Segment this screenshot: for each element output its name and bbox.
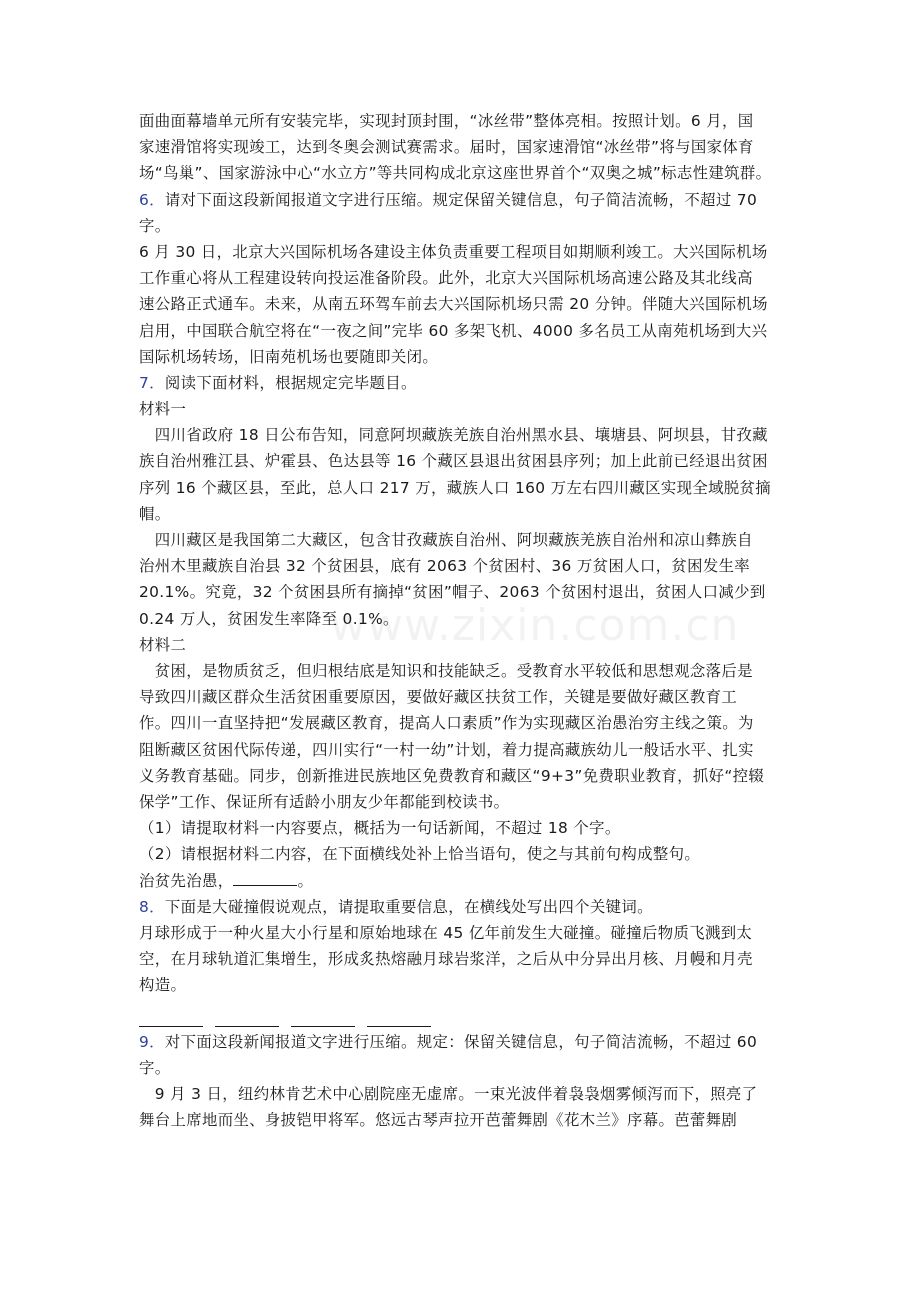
- question-9-body-line: 舞台上席地而坐、身披铠甲将军。悠远古琴声拉开芭蕾舞剧《花木兰》序幕。芭蕾舞剧: [139, 1111, 738, 1130]
- keyword-blank-3[interactable]: [291, 1008, 355, 1027]
- material-1-line: 帽。: [139, 504, 171, 523]
- material-1-line: 序列 16 个藏区县，至此，总人口 217 万，藏族人口 160 万左右四川藏区实现全域脱贫摘: [139, 478, 772, 497]
- question-8-body-line: 月球形成于一种火星大小行星和原始地球在 45 亿年前发生大碰撞。碰撞后物质飞溅到太: [139, 923, 753, 942]
- material-1-line: 四川藏区是我国第二大藏区，包含甘孜藏族自治州、阿坝藏族羌族自治州和凉山彝族自: [139, 531, 753, 549]
- question-7-number: 7．: [139, 373, 165, 392]
- sub-question-2: （2）请根据材料二内容，在下面横线处补上恰当语句，使之与其前句构成整句。: [139, 845, 701, 864]
- question-6-body-line: 6 月 30 日，北京大兴国际机场各建设主体负责重要工程项目如期顺利竣工。大兴国际机场: [139, 242, 768, 261]
- question-7-prompt: [139, 370, 784, 396]
- sub-question-1: （1）请提取材料一内容要点，概括为一句话新闻，不超过 18 个字。: [139, 819, 621, 838]
- material-2-line: 作。四川一直坚持把“发展藏区教育，提高人口素质”作为实现藏区治愚治穷主线之策。为: [139, 714, 754, 733]
- material-1-line: 20.1%。究竟，32 个贫困县所有摘掉“贫困”帽子、2063 个贫困村退出，贫困人口减少到: [139, 583, 766, 602]
- question-6-body-line: 启用，中国联合航空将在“一夜之间”完毕 60 多架飞机、4000 多名员工从南苑机场到大兴: [139, 321, 768, 340]
- material-2-line: 导致四川藏区群众生活贫困重要原因，要做好藏区扶贫工作，关键是要做好藏区教育工: [139, 688, 738, 707]
- material-2-line: 阻断藏区贫困代际传递，四川实行“一村一幼”计划，着力提高藏族幼儿一般话水平、扎实: [139, 740, 754, 759]
- material-1-line: 0.24 万人，贫困发生率降至 0.1%。: [139, 609, 399, 628]
- question-6-prompt-text: 请对下面这段新闻报道文字进行压缩。规定保留关键信息，句子简洁流畅，不超过 70: [164, 190, 758, 209]
- question-7-prompt-text: 阅读下面材料，根据规定完毕题目。: [164, 373, 417, 392]
- material-1-line: 族自治州雅江县、炉霍县、色达县等 16 个藏区县退出贫困县序列；加上此前已经退出贫困: [139, 452, 768, 471]
- material-1-line: 四川省政府 18 日公布告知，同意阿坝藏族羌族自治州黑水县、壤塘县、阿坝县，甘孜藏: [139, 426, 768, 445]
- question-6-prompt-cont: 字。: [139, 216, 171, 235]
- watermark: www.zixin.com.cn: [330, 600, 740, 651]
- question-8-body-line: 空，在月球轨道汇集增生，形成炙热熔融月球岩浆洋，之后从中分异出月核、月幔和月壳: [139, 950, 753, 968]
- question-9-prompt-text: 对下面这段新闻报道文字进行压缩。规定：保留关键信息，句子简洁流畅，不超过 60: [164, 1032, 758, 1051]
- material-1-line: 治州木里藏族自治县 32 个贫困县，底有 2063 个贫困村、36 万贫困人口，贫困发生率: [139, 557, 751, 576]
- answer-suffix: 。: [297, 872, 314, 891]
- document-page: [139, 108, 784, 1133]
- material-2-line: 贫困，是物质贫乏，但归根结底是知识和技能缺乏。受教育水平较低和思想观念落后是: [139, 661, 753, 680]
- answer-prefix: 治贫先治愚，: [139, 872, 234, 891]
- question-9-body-line: 9 月 3 日，纽约林肯艺术中心剧院座无虚席。一束光波伴着袅袅烟雾倾泻而下，照亮了: [139, 1084, 758, 1103]
- answer-blank[interactable]: [233, 867, 297, 886]
- question-9-prompt: [139, 1029, 784, 1055]
- answer-line: [139, 867, 784, 893]
- question-8-prompt: [139, 894, 784, 920]
- intro-line: 场“鸟巢”、国家游泳中心“水立方”等共同构成北京这座世界首个“双奥之城”标志性建筑群。: [139, 164, 772, 183]
- material-2-title: 材料二: [139, 635, 187, 654]
- question-9-prompt-cont: 字。: [139, 1058, 171, 1077]
- material-2-line: 保学”工作、保证所有适龄小朋友少年都能到校读书。: [139, 792, 510, 811]
- keyword-blanks: [139, 1002, 784, 1028]
- keyword-blank-1[interactable]: [139, 1008, 203, 1027]
- question-6-prompt: [139, 187, 784, 213]
- intro-line: 家速滑馆将实现竣工，达到冬奥会测试赛需求。届时，国家速滑馆“冰丝带”将与国家体育: [139, 138, 754, 157]
- question-6-body-line: 国际机场转场，旧南苑机场也要随即关闭。: [139, 347, 439, 366]
- question-9-number: 9．: [139, 1032, 165, 1051]
- intro-line: 面曲面幕墙单元所有安装完毕，实现封顶封围，“冰丝带”整体亮相。按照计划。6 月，国: [139, 112, 754, 130]
- material-2-line: 义务教育基础。同步，创新推进民族地区免费教育和藏区“9+3”免费职业教育，抓好“控辍: [139, 766, 765, 785]
- material-1-title: 材料一: [139, 400, 187, 419]
- keyword-blank-2[interactable]: [215, 1008, 279, 1027]
- keyword-blank-4[interactable]: [367, 1008, 431, 1027]
- question-8-prompt-text: 下面是大碰撞假说观点，请提取重要信息，在横线处写出四个关键词。: [164, 897, 653, 916]
- question-6-number: 6．: [139, 190, 165, 209]
- question-8-body-line: 构造。: [139, 976, 187, 995]
- question-6-body-line: 工作重心将从工程建设转向投运准备阶段。此外，北京大兴国际机场高速公路及其北线高: [139, 269, 753, 288]
- question-6-body-line: 速公路正式通车。未来，从南五环驾车前去大兴国际机场只需 20 分钟。伴随大兴国际机场: [139, 295, 768, 314]
- question-8-number: 8．: [139, 897, 165, 916]
